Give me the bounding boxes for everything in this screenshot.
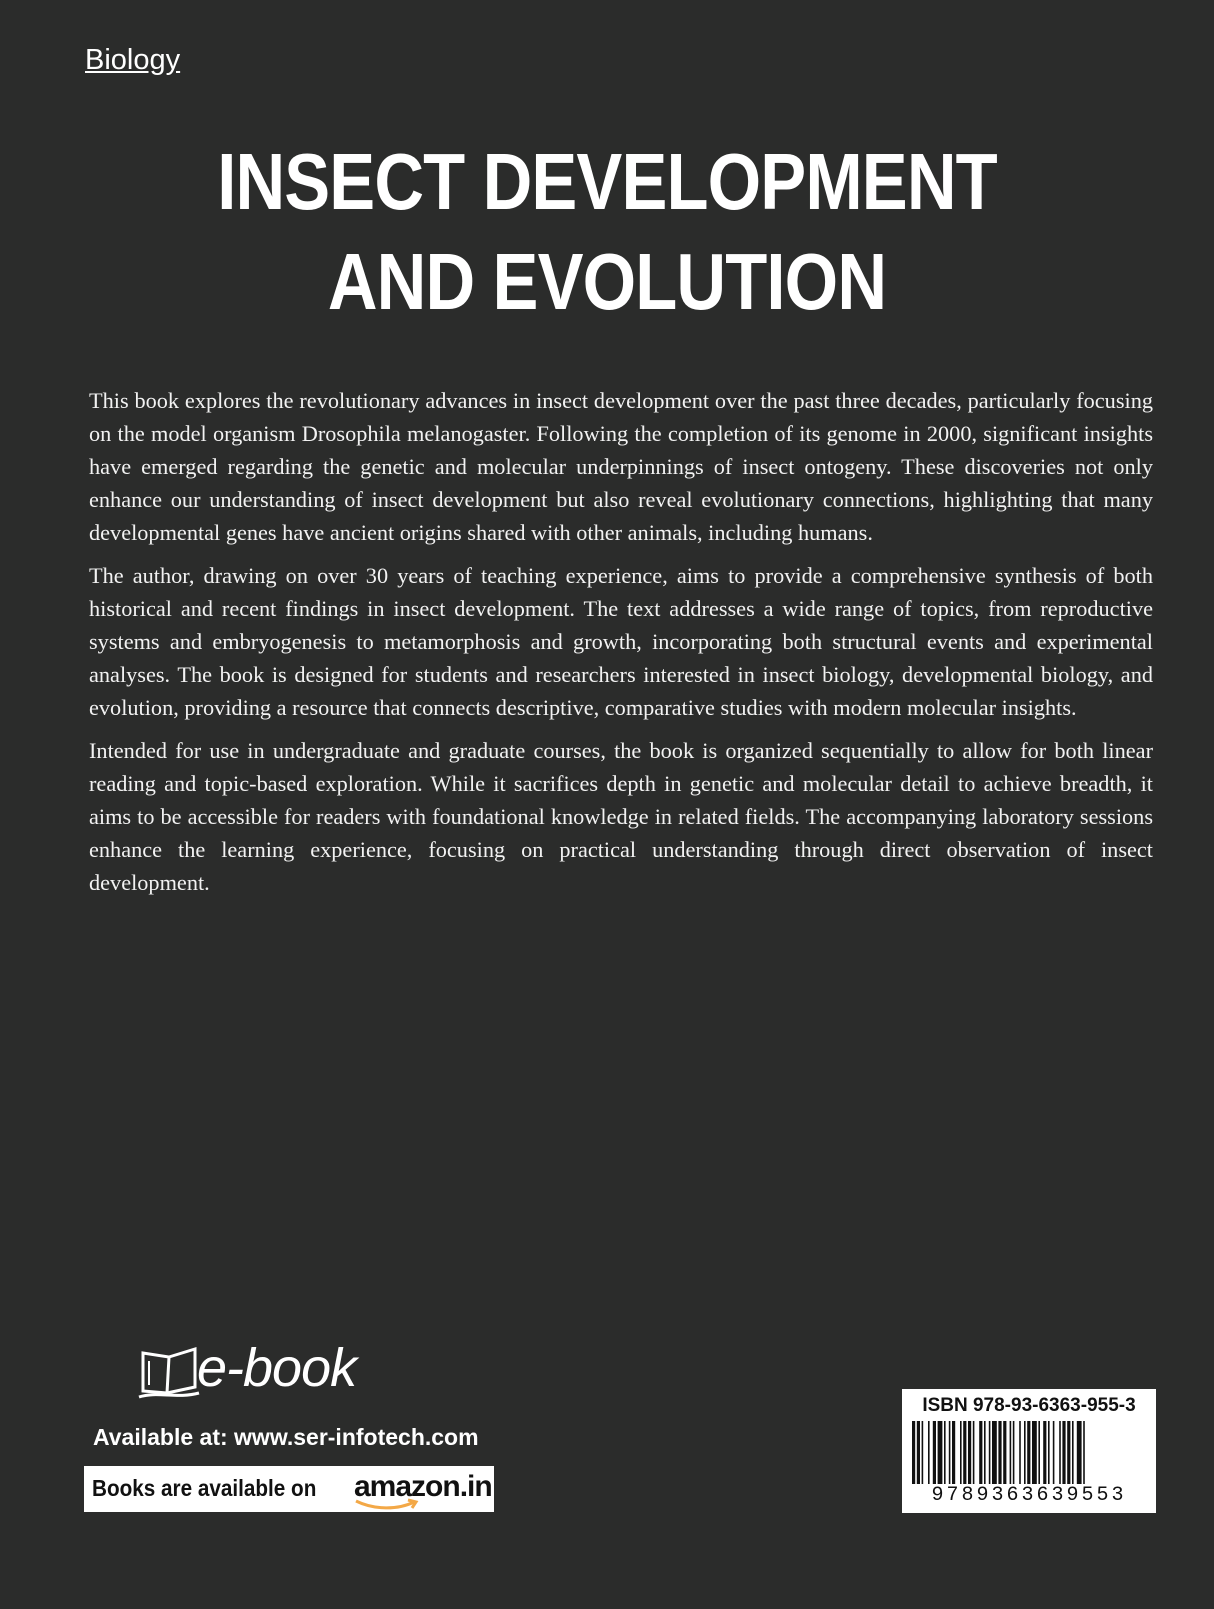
barcode-bar <box>1077 1421 1082 1493</box>
barcode-bar <box>1048 1421 1050 1493</box>
barcode-bar <box>998 1421 1001 1493</box>
amazon-banner <box>84 1466 494 1512</box>
barcode-bar <box>938 1421 943 1493</box>
barcode-bar <box>1059 1421 1061 1493</box>
barcode-bar <box>1024 1421 1026 1493</box>
barcode-bar <box>928 1421 930 1493</box>
barcode-bar <box>1053 1421 1055 1493</box>
barcode-bar <box>933 1421 936 1493</box>
book-title-line-2: AND EVOLUTION <box>327 237 887 326</box>
book-title-line-1: INSECT DEVELOPMENT <box>217 137 997 226</box>
barcode-bar <box>968 1421 971 1493</box>
category-label: Biology <box>85 44 181 76</box>
ebook-logo <box>137 1338 457 1403</box>
barcode-bar <box>1083 1421 1085 1493</box>
isbn-digits: 9789363639553 <box>910 1484 1148 1507</box>
barcode-bar <box>1027 1421 1030 1493</box>
barcode-bar <box>1062 1421 1065 1493</box>
barcode-bar <box>1010 1421 1012 1493</box>
barcode-bar <box>992 1421 997 1493</box>
description-paragraph-3: Intended for use in undergraduate and graduate courses, the book is organized sequentially to allow for both linear reading and topic-based exploration. While it sacrifices depth in genetic and molecular detail to achieve breadth, it aims to be accessible for readers with foundational knowledge in related fields. The accompanying laboratory sessions enhance the learning experience, focusing on practical understanding through direct observation of insect development. <box>89 738 1153 895</box>
barcode-bar <box>912 1421 915 1493</box>
book-title <box>85 132 1129 332</box>
barcode-bar <box>1003 1421 1006 1493</box>
barcode-bar <box>1067 1421 1070 1493</box>
description-paragraph-1: This book explores the revolutionary advances in insect development over the past three decades, particularly focusing on the model organism Drosophila melanogaster. Following the completion of its genome in 2000, significant insights have emerged regarding the genetic and molecular underpinnings of insect ontogeny. These discoveries not only enhance our understanding of insect development but also reveal evolutionary connections, highlighting that many developmental genes have ancient origins shared with other animals, including humans. <box>89 388 1153 545</box>
availability-text: Available at: www.ser-infotech.com <box>93 1424 479 1450</box>
isbn-block <box>902 1389 1156 1513</box>
barcode-bar <box>979 1421 982 1493</box>
barcode-bar <box>989 1421 991 1493</box>
amazon-banner-text: Books are available on <box>92 1475 317 1501</box>
barcode-bar <box>917 1421 920 1493</box>
book-description <box>89 384 1153 909</box>
barcode-bar <box>1013 1421 1015 1493</box>
barcode-bar <box>984 1421 986 1493</box>
barcode-icon <box>910 1421 1148 1493</box>
barcode-bar <box>952 1421 955 1493</box>
isbn-label: ISBN 978-93-6363-955-3 <box>922 1395 1136 1416</box>
barcode-bar <box>1072 1421 1074 1493</box>
barcode-bar <box>922 1421 924 1493</box>
barcode-bar <box>1038 1421 1040 1493</box>
description-paragraph-2: The author, drawing on over 30 years of teaching experience, aims to provide a comprehensive synthesis of both historical and recent findings in insect development. The text addresses a wide range of topics, from reproductive systems and embryogenesis to metamorphosis and growth, incorporating both structural events and experimental analyses. The book is designed for students and researchers interested in insect biology, developmental biology, and evolution, providing a resource that connects descriptive, comparative studies with modern molecular insights. <box>89 563 1153 720</box>
ebook-logo-text: e-book <box>197 1338 357 1398</box>
barcode-bar <box>963 1421 966 1493</box>
amazon-logo-text: amazon.in <box>354 1470 492 1503</box>
barcode-bar <box>949 1421 951 1493</box>
barcode-bar <box>960 1421 962 1493</box>
amazon-smile-icon <box>352 1498 422 1510</box>
barcode-bar <box>944 1421 946 1493</box>
barcode-bar <box>1032 1421 1037 1493</box>
barcode-bar <box>1043 1421 1046 1493</box>
barcode-bar <box>973 1421 975 1493</box>
barcode-bar <box>1019 1421 1021 1493</box>
